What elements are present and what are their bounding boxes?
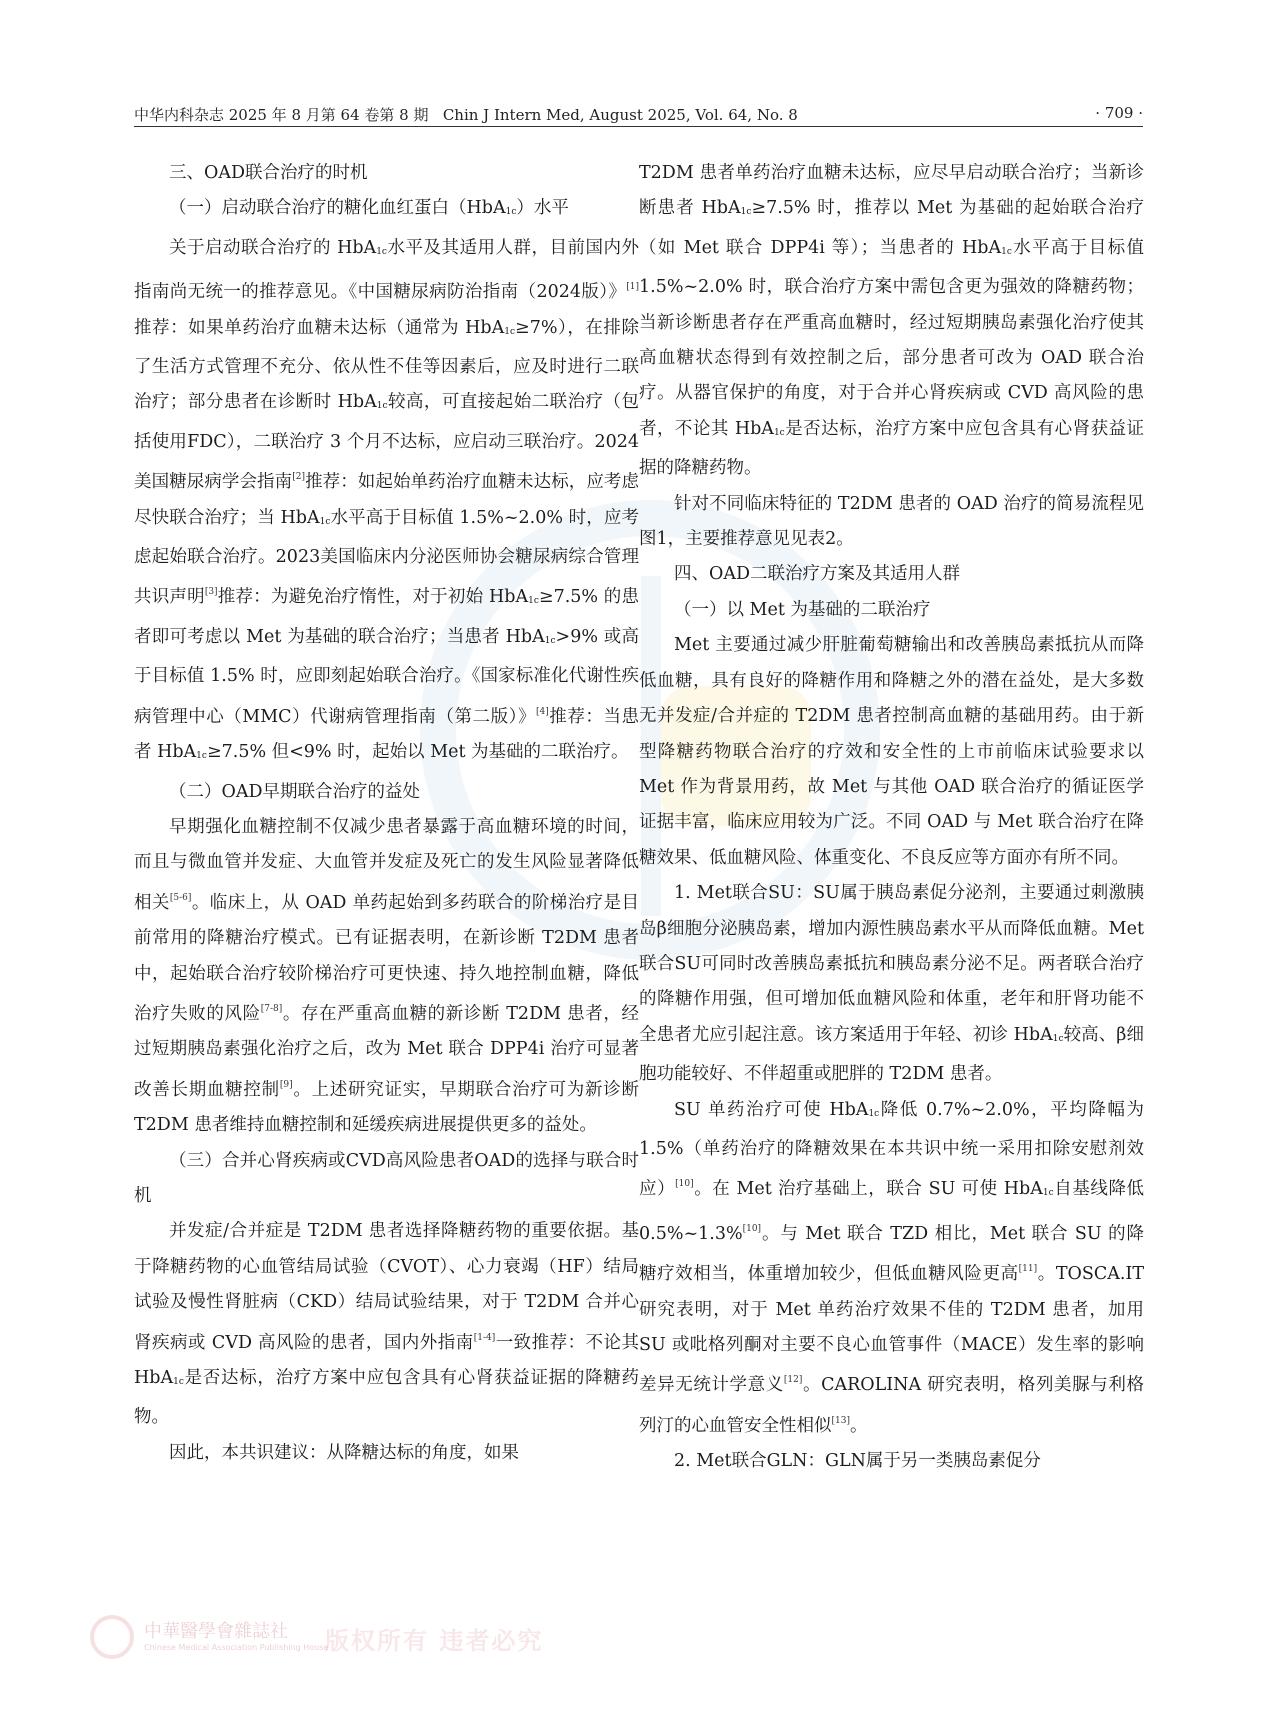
subsection-heading-3-2: （二）OAD早期联合治疗的益处 [169, 781, 421, 802]
paragraph-guidelines: 关于启动联合治疗的 HbA1c水平及其适用人群，目前国内外指南尚无统一的推荐意见。《中国糖尿病防治指南（2024版）》[1]推荐：如果单药治疗血糖未达标（通常为 HbA1c≥7%），在排除了生活方式管理不充分、依从性不佳等因素后，应及时进行二联治疗；部分患者在诊断时 HbA1c较高，可直接起始二联治疗（包括使用FDC），二联治疗 3 个月不达标，应启动三联治疗。2024美国糖尿病学会指南[2]推荐：如起始单药治疗血糖未达标，应考虑尽快联合治疗；当 HbA1c水平高于目标值 1.5%~2.0% 时，应考虑起始联合治疗。2023美国临床内分泌医师协会糖尿病综合管理共识声明[3]推荐：为避免治疗惰性，对于初始 HbA1c≥7.5% 的患者即可考虑以 Met 为基础的联合治疗；当患者 HbA1c>9% 或高于目标值 1.5% 时，应即刻起始联合治疗。《国家标准化代谢性疾病管理中心（MMC）代谢病管理指南（第二版）》[4]推荐：当患者 HbA1c≥7.5% 但<9% 时，起始以 Met 为基础的二联治疗。 [134, 237, 640, 763]
section-heading-3: 三、OAD联合治疗的时机 [169, 163, 368, 183]
section-heading-4: 四、OAD二联治疗方案及其适用人群 [674, 564, 961, 585]
page-number: · 709 · [1095, 104, 1143, 122]
journal-name-cn: 中华内科杂志 2025 年 8 月第 64 卷第 8 期 [134, 106, 429, 124]
paragraph-met-basis: Met 主要通过减少肝脏葡萄糖输出和改善胰岛素抵抗从而降低血糖，具有良好的降糖作用和降糖之外的潜在益处，是大多数无并发症/合并症的 T2DM 患者控制高血糖的基础用药。由于新型降糖药物联合治疗的疗效和安全性的上市前临床试验要求以 Met 作为背景用药，故 Met 与其他 OAD 联合治疗的循证医学证据丰富，临床应用较为广泛。不同 OAD 与 Met 联合治疗在降糖效果、低血糖风险、体重变化、不良反应等方面亦有所不同。 [639, 635, 1144, 868]
subsection-heading-3-1: （一）启动联合治疗的糖化血红蛋白（HbA1c）水平 [169, 198, 569, 219]
journal-name-en: Chin J Intern Med, August 2025, Vol. 64, No. 8 [442, 106, 798, 124]
right-column [639, 156, 1144, 1480]
publisher-watermark [90, 1615, 580, 1665]
subsection-heading-4-1: （一）以 Met 为基础的二联治疗 [674, 599, 931, 620]
left-column [134, 156, 639, 1471]
running-header [134, 104, 1143, 127]
subsection-heading-3-3: （三）合并心肾疾病或CVD高风险患者OAD的选择与联合时机 [134, 1150, 639, 1206]
paragraph-met-gln: 2. Met联合GLN：GLN属于另一类胰岛素促分 [674, 1451, 1041, 1472]
paragraph-su-efficacy: SU 单药治疗可使 HbA1c降低 0.7%~2.0%，平均降幅为 1.5%（单药治疗的降糖效果在本共识中统一采用扣除安慰剂效应）[10]。在 Met 治疗基础上，联合 SU 可使 HbA1c自基线降低 0.5%~1.3%[10]。与 Met 联合 TZD 相比，Met 联合 SU 的降糖疗效相当，体重增加较少，但低血糖风险更高[11]。TOSCA.IT 研究表明，对于 Met 单药治疗效果不佳的 T2DM 患者，加用 SU 或吡格列酮对主要不良心血管事件（MACE）发生率的影响差异无统计学意义[12]。CAROLINA 研究表明，格列美脲与利格列汀的心血管安全性相似[13]。 [639, 1099, 1145, 1436]
paragraph-met-su: 1. Met联合SU：SU属于胰岛素促分泌剂，主要通过刺激胰岛β细胞分泌胰岛素，增加内源性胰岛素水平从而降低血糖。Met联合SU可同时改善胰岛素抵抗和胰岛素分泌不足。两者联合治疗的降糖作用强，但可增加低血糖风险和体重，老年和肝肾功能不全患者尤应引起注意。该方案适用于年轻、初诊 HbA1c较高、β细胞功能较好、不伴超重或肥胖的 T2DM 患者。 [639, 883, 1144, 1085]
paragraph-early-benefit: 早期强化血糖控制不仅减少患者暴露于高血糖环境的时间，而且与微血管并发症、大血管并发症及死亡的发生风险显著降低相关[5-6]。临床上，从 OAD 单药起始到多药联合的阶梯治疗是目前常用的降糖治疗模式。已有证据表明，在新诊断 T2DM 患者中，起始联合治疗较阶梯治疗可更快速、持久地控制血糖，降低治疗失败的风险[7-8]。存在严重高血糖的新诊断 T2DM 患者，经过短期胰岛素强化治疗之后，改为 Met 联合 DPP4i 治疗可显著改善长期血糖控制[9]。上述研究证实，早期联合治疗可为新诊断 T2DM 患者维持血糖控制和延缓疾病进展提供更多的益处。 [134, 816, 640, 1136]
paragraph-complications: 并发症/合并症是 T2DM 患者选择降糖药物的重要依据。基于降糖药物的心血管结局试验（CVOT）、心力衰竭（HF）结局试验及慢性肾脏病（CKD）结局试验结果，对于 T2DM 合并心肾疾病或 CVD 高风险的患者，国内外指南[1-4]一致推荐：不论其 HbA1c是否达标，治疗方案中应包含具有心肾获益证据的降糖药物。 [134, 1221, 640, 1428]
journal-citation [134, 104, 798, 125]
flower-logo-icon [90, 1615, 134, 1659]
publisher-name-en: Chinese Medical Association Publishing House [144, 1643, 329, 1652]
copyright-notice: 版权所有 违者必究 [325, 1626, 544, 1655]
paragraph-recommendation-cont: T2DM 患者单药治疗血糖未达标，应尽早启动联合治疗；当新诊断患者 HbA1c≥7.5% 时，推荐以 Met 为基础的起始联合治疗（如 Met 联合 DPP4i 等）；当患者的 HbA1c水平高于目标值 1.5%~2.0% 时，联合治疗方案中需包含更为强效的降糖药物；当新诊断患者存在严重高血糖时，经过短期胰岛素强化治疗使其高血糖状态得到有效控制之后，部分患者可改为 OAD 联合治疗。从器官保护的角度，对于合并心肾疾病或 CVD 高风险的患者，不论其 HbA1c是否达标，治疗方案中应包含具有心肾获益证据的降糖药物。 [639, 163, 1145, 479]
paragraph-recommendation-start: 因此，本共识建议：从降糖达标的角度，如果 [169, 1442, 519, 1463]
paragraph-flowchart-ref: 针对不同临床特征的 T2DM 患者的 OAD 治疗的简易流程见图1，主要推荐意见见表2。 [639, 493, 1144, 550]
publisher-name-cn: 中華醫學會雜誌社 [144, 1621, 288, 1642]
